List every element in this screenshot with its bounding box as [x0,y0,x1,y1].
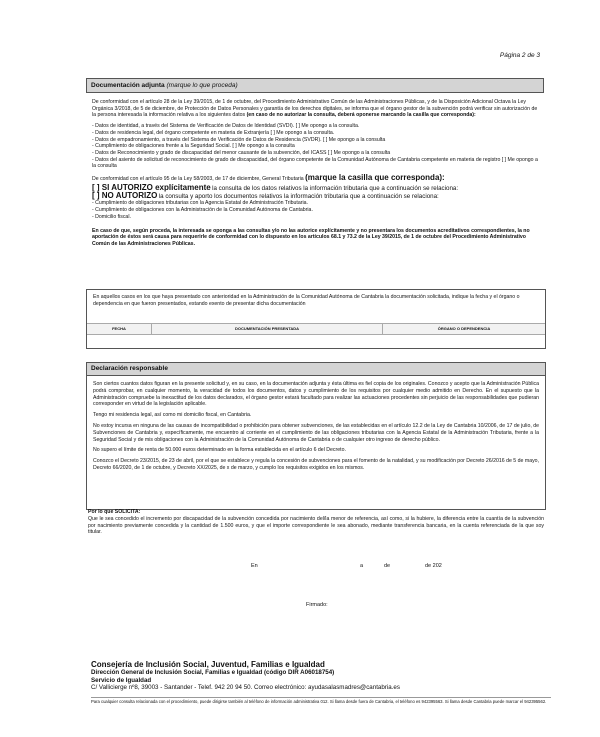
signed-label: Firmado: [306,602,328,608]
authorize-option[interactable] [92,184,538,193]
request-title: Por lo que SOLICITA: [88,509,141,515]
tax-item: - Cumplimiento de obligaciones con la Administración de la Comunidad Autónoma de Cantabria. [92,207,313,214]
warning-text: En caso de que, según proceda, la interesada se oponga a las consultas y/o no las autorice explícitamente y no presentara los documentos acreditativos correspondientes, la no aportación de éstos será causa para requerirle de conformidad con lo dispuesto en los artículos 68.1 y 73.2 de la Ley 39/2015, de 1 de octubre del Procedimiento Administrativo Común de las Administraciones Públicas. [92,227,530,247]
footer-service: Servicio de Igualdad [91,676,152,684]
declaration-paragraph: No estoy incursa en ninguna de las causas de incompatibilidad o prohibición para obtener subvenciones, de las establecidas en el artículo 12.2 de la Ley de Cantabria 10/2006, de 17 de julio, de Subvenciones de Cantabria y, específicamente, me encuentro al corriente en el cumplimiento de las obligaciones tributarias con la Agencia Estatal de la Administración Tributaria, frente a la Seguridad Social y de mis obligaciones con la Administración de la Comunidad Autónoma de Cantabria o de cualquier otro ingreso de derecho público. [93,422,539,443]
footer-department: Consejería de Inclusión Social, Juventud, Familias e Igualdad [91,660,325,669]
tax-list [92,200,538,220]
previous-documentation-intro: En aquellos casos en los que haya presentado con anterioridad en la Administración de la Comunidad Autónoma de Cantabria la documentación solicitada, indique la fecha y el órgano o dependencia en que fueron presentados, estando exento de presentar dicha documentación [93,294,520,307]
documentation-intro-note: (en caso de no autorizar la consulta, deberá oponerse marcando la casilla que corresponda): [246,112,476,119]
column-header-organ: ÓRGANO O DEPENDENCIA [437,326,491,331]
previous-documentation-table [86,289,546,349]
tax-intro-text: De conformidad con el artículo 95 de la Ley 58/2003, de 17 de diciembre, General Tributaria [92,176,304,183]
documentation-intro [92,99,538,119]
tax-item: - Cumplimiento de obligaciones tributarias con la Agencia Estatal de Administración Tributaria. [92,200,308,207]
declaration-paragraph: No supero el límite de renta de 50.000 euros determinado en la forma establecida en el artículo 6 del Decreto. [93,447,346,454]
verification-item-registry[interactable]: - Datos del asiento de solicitud de reconocimiento de grado de discapacidad, del órgano competente de la Comunidad Autónoma de Cantabria competente en materia de registro [ ] Me opongo a la consulta [92,156,538,170]
tax-intro-note: (marque la casilla que corresponda): [305,173,445,183]
documentation-section [86,78,544,252]
sign-year-label: de 202 [425,563,442,569]
documentation-header-title: Documentación adjunta [91,82,165,89]
documentation-intro-text: De conformidad con el artículo 28 de la Ley 39/2015, de 1 de octubre, del Procedimiento Administrativo Común de las Administraciones Públicas, y de la Disposición Adicional Octava la Ley Orgánica 3/2018, de 5 de diciembre, de Protección de Datos Personales y garantía de los derechos digitales, se informa que el órgano gestor de la subvención podrá verificar sin autorización de la persona interesada la información relativa a los siguientes datos [92,99,538,119]
no-authorize-text: la consulta y aporto los documentos relativos la información tributaria que a continuación se relaciona: [158,192,439,200]
declaration-paragraph: Tengo mi residencia legal, así como mi domicilio fiscal, en Cantabria. [93,412,252,419]
footer-footnote: Para cualquier consulta relacionada con el procedimiento, puede dirigirse también al teléfono de información administrativa 012. Si llama desde fuera de Cantabria, el teléfono es 942395563. Si llama desde Cantabria puede marcar el 942395562. [91,697,551,704]
declaration-paragraph: Conozco el Decreto 23/2015, de 23 de abril, por el que se establece y regula la concesión de subvenciones para el fomento de la natalidad, y su modificación por Decreto 26/2016 de 5 de mayo, Decreto 66/2020, de 1 de octubre, y Decreto XX/2025, de x de marzo, y cumplo los requisitos exigidos en los mismos. [93,458,539,471]
documentation-header [86,78,544,93]
sign-place-label: En [251,563,258,569]
authorize-checkbox[interactable]: [ ] SI AUTORIZO explícitamente [92,182,211,192]
verification-item-social-security[interactable]: - Cumplimiento de obligaciones frente a la Seguridad Social. [ ] Me opongo a la consulta [92,143,295,150]
verification-item-census[interactable]: - Datos de empadronamiento, a través del Sistema de Verificación de Datos de Residencia (SVDR). [ ] Me opongo a la consulta [92,136,386,143]
sign-a-label: a [360,563,364,569]
page-number: Página 2 de 3 [499,52,540,59]
verification-item-disability[interactable]: - Datos de Reconocimiento y grado de discapacidad del menor causante de la subvención, del ICASS [ ] Me opongo a la consulta [92,149,391,156]
verification-item-residence[interactable]: - Datos de residencia legal, del órgano competente en materia de Extranjería [ ] Me opongo a la consulta. [92,129,335,136]
declaration-header: Declaración responsable [87,363,545,376]
footer-directorate: Dirección General de Inclusión Social, Familias e Igualdad (código DIR A06018754) [91,669,335,676]
column-header-documentation: DOCUMENTACIÓN PRESENTADA [152,324,383,334]
table-header-row [87,323,545,335]
tax-intro [92,175,538,183]
request-body: Que le sea concedido el incremento por discapacidad de la subvención concedida por nacimiento del/la menor de referencia, así como, si la hubiere, la diferencia entre la cuantía de la subvención por nacimiento previamente concedida y la cantidad de 1.500 euros, y que el importe correspondiente le sea abonado, mediante transferencia bancaria, en la cuenta referenciada de la que soy titular. [88,515,544,536]
sign-de-label: de [384,563,391,569]
authorize-text: la consulta de los datos relativos la información tributaria que a continuación se relaciona: [212,184,459,192]
verification-item-identity[interactable]: - Datos de identidad, a través del Sistema de Verificación de Datos de Identidad (SVDI). [ ] Me opongo a la consulta. [92,123,360,130]
no-authorize-option[interactable] [92,190,538,201]
tax-item: - Domicilio fiscal. [92,213,131,220]
declaration-paragraph: Son ciertos cuantos datos figuran en la presente solicitud y, en su caso, en la documentación adjunta y ésta última es fiel copia de los originales. Conozco y acepto que la Administración Pública podrá comprobar, en cualquier momento, la veracidad de todos los documentos, datos y cumplimiento de los requisitos por cualquier medio admitido en Derecho. En el supuesto que la Administración compruebe la inexactitud de los datos declarados, el órgano gestor estará facultado para realizar las actuaciones procedentes sin perjuicio de las responsabilidades que pudieran corresponder en virtud de la legislación aplicable. [93,381,539,408]
footer [91,660,551,692]
declaration-section [86,362,546,510]
documentation-header-hint: (marque lo que proceda) [166,82,238,89]
verification-list [92,123,538,170]
no-authorize-checkbox[interactable]: [ ] NO AUTORIZO [92,190,158,200]
footer-address: C/ Vallicierge nº8, 39003 - Santander - Telef. 942 20 94 50. Correo electrónico: ayudasalasmadres@cantabria.es [91,684,400,691]
column-header-date: FECHA [87,324,152,334]
request-section [88,509,544,536]
